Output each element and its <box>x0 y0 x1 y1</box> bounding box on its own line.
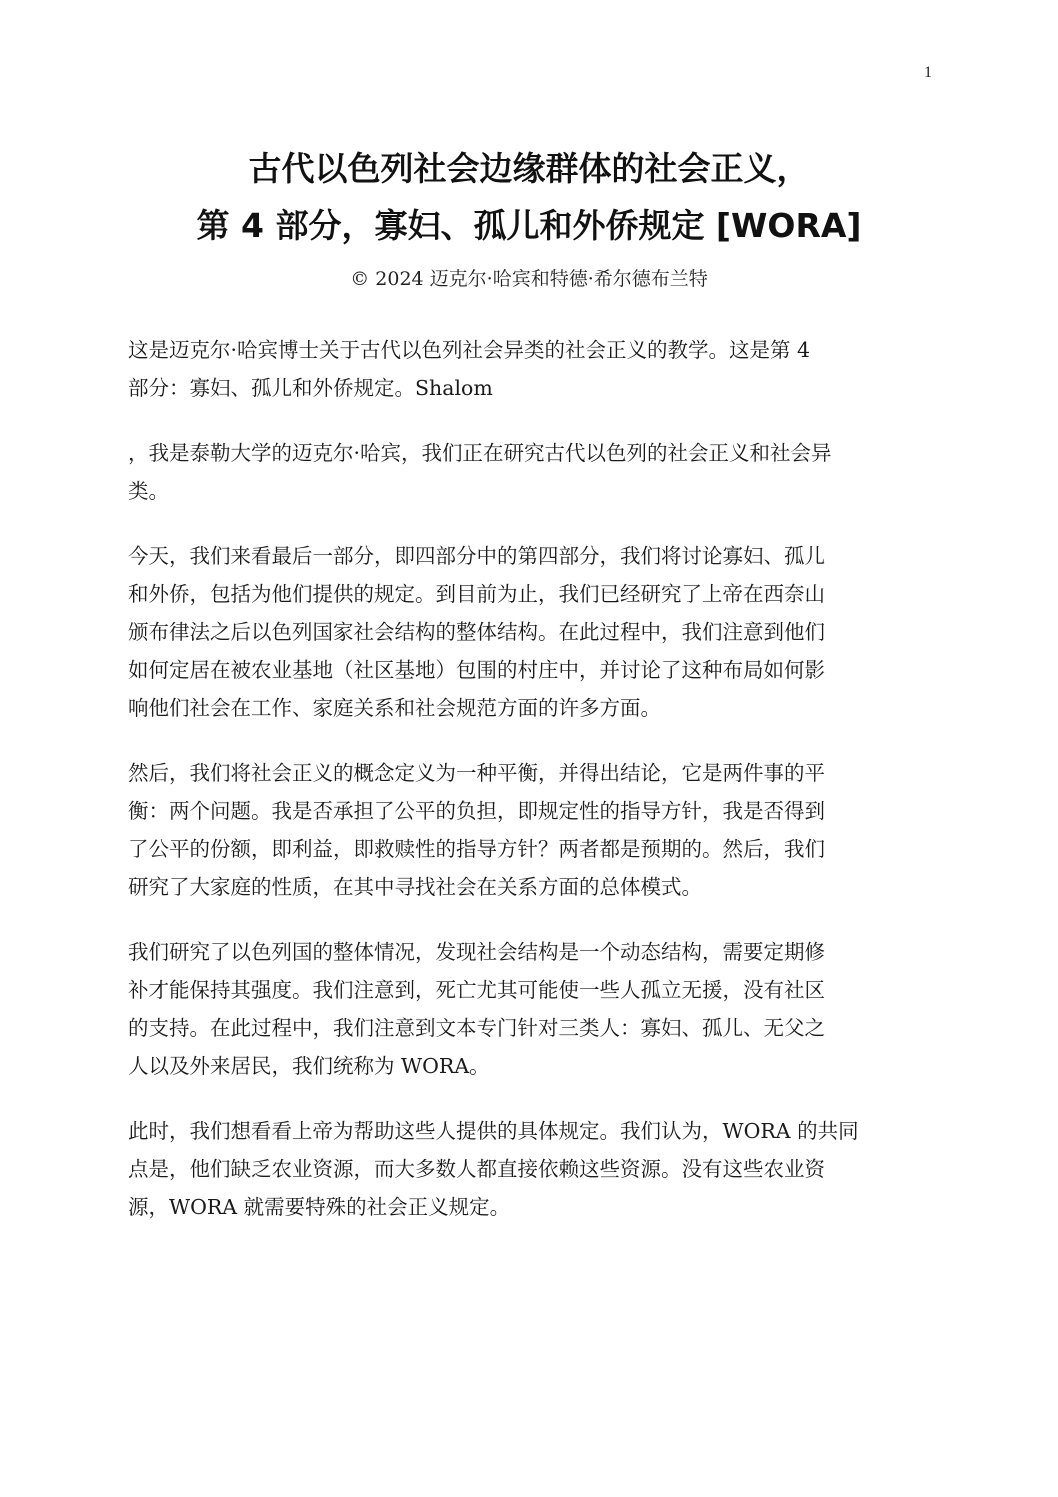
text-line: 此时，我们想看看上帝为帮助这些人提供的具体规定。我们认为，WORA 的共同 <box>128 1119 859 1143</box>
page-number: 1 <box>924 64 932 81</box>
text-line: ，我是泰勒大学的迈克尔·哈宾，我们正在研究古代以色列的社会正义和社会异 <box>128 441 832 465</box>
text-line: 然后，我们将社会正义的概念定义为一种平衡，并得出结论，它是两件事的平 <box>128 761 825 785</box>
paragraph-6 <box>128 1112 928 1226</box>
text-line: 和外侨，包括为他们提供的规定。到目前为止，我们已经研究了上帝在西奈山 <box>128 582 825 606</box>
text-line: 了公平的份额，即利益，即救赎性的指导方针？两者都是预期的。然后，我们 <box>128 837 825 861</box>
document-title <box>0 140 1058 254</box>
text-line: 点是，他们缺乏农业资源，而大多数人都直接依赖这些资源。没有这些农业资 <box>128 1157 825 1181</box>
text-line: 颁布律法之后以色列国家社会结构的整体结构。在此过程中，我们注意到他们 <box>128 620 825 644</box>
text-line: 我们研究了以色列国的整体情况，发现社会结构是一个动态结构，需要定期修 <box>128 940 825 964</box>
text-line: 这是迈克尔·哈宾博士关于古代以色列社会异类的社会正义的教学。这是第 4 <box>128 338 811 362</box>
text-line: 的支持。在此过程中，我们注意到文本专门针对三类人：寡妇、孤儿、无父之 <box>128 1016 825 1040</box>
title-line-1: 古代以色列社会边缘群体的社会正义， <box>248 149 810 188</box>
text-line: 人以及外来居民，我们统称为 WORA。 <box>128 1054 490 1078</box>
paragraph-1 <box>128 331 928 407</box>
paragraph-2 <box>128 434 928 510</box>
paragraph-5 <box>128 933 928 1085</box>
text-line: 研究了大家庭的性质，在其中寻找社会在关系方面的总体模式。 <box>128 875 702 899</box>
text-line: 源，WORA 就需要特殊的社会正义规定。 <box>128 1195 511 1219</box>
text-line: 响他们社会在工作、家庭关系和社会规范方面的许多方面。 <box>128 696 661 720</box>
paragraph-4 <box>128 754 928 906</box>
text-line: 类。 <box>128 479 169 503</box>
copyright-line: © 2024 迈克尔·哈宾和特德·希尔德布兰特 <box>350 268 708 290</box>
text-line: 衡：两个问题。我是否承担了公平的负担，即规定性的指导方针，我是否得到 <box>128 799 825 823</box>
text-line: 补才能保持其强度。我们注意到，死亡尤其可能使一些人孤立无援，没有社区 <box>128 978 825 1002</box>
text-line: 部分：寡妇、孤儿和外侨规定。Shalom <box>128 376 493 400</box>
paragraph-3 <box>128 537 928 727</box>
text-line: 如何定居在被农业基地（社区基地）包围的村庄中，并讨论了这种布局如何影 <box>128 658 825 682</box>
title-line-2: 第 4 部分，寡妇、孤儿和外侨规定 [WORA] <box>196 206 862 245</box>
text-line: 今天，我们来看最后一部分，即四部分中的第四部分，我们将讨论寡妇、孤儿 <box>128 544 825 568</box>
body-text <box>128 331 928 1253</box>
